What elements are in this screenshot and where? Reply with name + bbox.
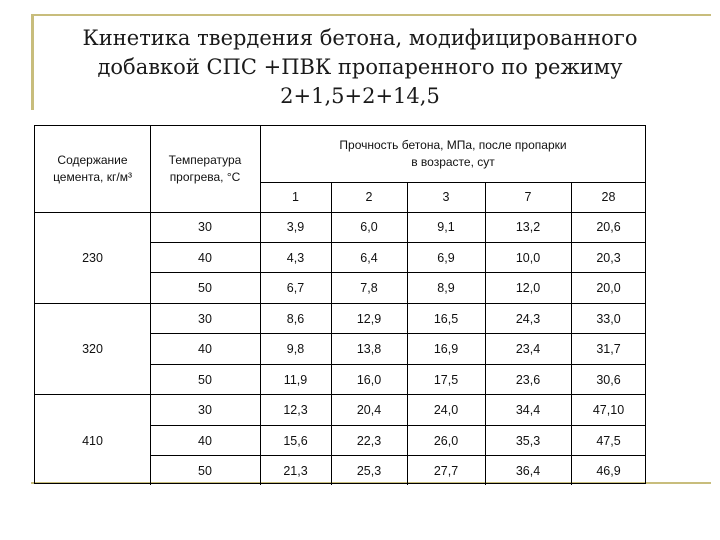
strength-value: 20,3 <box>596 250 621 265</box>
temperature-value: 50 <box>198 281 212 296</box>
age-header-2: 2 <box>365 190 373 204</box>
strength-value: 13,2 <box>515 220 541 235</box>
column-divider <box>407 182 408 485</box>
age-header-5: 28 <box>601 190 616 204</box>
cement-value: 320 <box>82 342 103 357</box>
strength-value: 34,4 <box>515 403 541 418</box>
temperature-value: 30 <box>198 403 212 418</box>
strength-value: 20,6 <box>596 220 621 235</box>
temperature-value: 40 <box>198 433 212 448</box>
temperature-header-line-1: Температура <box>168 153 242 167</box>
cement-header-line-2: цемента, кг/м³ <box>53 170 132 184</box>
strength-value: 13,8 <box>356 342 382 357</box>
cement-header <box>35 126 150 212</box>
strength-value: 23,4 <box>515 342 541 357</box>
temperature-header <box>150 126 260 212</box>
column-divider <box>150 126 151 485</box>
strength-value: 20,0 <box>596 281 621 296</box>
age-header-4: 7 <box>524 190 532 204</box>
strength-value: 22,3 <box>356 433 382 448</box>
temperature-value: 40 <box>198 250 212 265</box>
strength-value: 25,3 <box>356 464 382 479</box>
column-divider <box>260 126 261 485</box>
strength-value: 6,7 <box>286 281 305 296</box>
strength-value: 11,9 <box>283 372 308 387</box>
title-line-2: добавкой СПС +ПВК пропаренного по режиму <box>97 55 623 79</box>
strength-value: 26,0 <box>433 433 459 448</box>
cement-value: 230 <box>82 250 103 265</box>
title-line-3: 2+1,5+2+14,5 <box>280 84 440 108</box>
strength-value: 12,0 <box>515 281 541 296</box>
strength-value: 30,6 <box>596 372 621 387</box>
temperature-value: 30 <box>198 311 212 326</box>
strength-value: 6,4 <box>360 250 378 265</box>
header-divider <box>260 182 646 183</box>
column-divider <box>331 182 332 485</box>
cement-header-line-1: Содержание <box>57 153 128 167</box>
strength-table <box>34 125 646 484</box>
title-line-1: Кинетика твердения бетона, модифицированного <box>82 26 638 50</box>
strength-value: 17,5 <box>433 372 459 387</box>
temperature-header-line-2: прогрева, °С <box>169 170 241 184</box>
strength-value: 47,10 <box>592 403 625 418</box>
strength-value: 33,0 <box>596 311 621 326</box>
strength-value: 47,5 <box>596 433 621 448</box>
strength-value: 23,6 <box>515 372 541 387</box>
temperature-value: 50 <box>198 464 212 479</box>
strength-value: 24,0 <box>433 403 459 418</box>
strength-value: 12,3 <box>283 403 308 418</box>
decor-left-line <box>31 14 34 110</box>
strength-value: 24,3 <box>515 311 541 326</box>
temperature-value: 30 <box>198 220 212 235</box>
strength-value: 10,0 <box>515 250 541 265</box>
column-divider <box>571 182 572 485</box>
strength-value: 6,0 <box>360 220 378 235</box>
strength-value: 4,3 <box>286 250 305 265</box>
strength-value: 16,0 <box>356 372 382 387</box>
strength-value: 3,9 <box>286 220 305 235</box>
strength-value: 27,7 <box>433 464 459 479</box>
strength-value: 16,5 <box>433 311 459 326</box>
temperature-value: 50 <box>198 372 212 387</box>
slide-title <box>40 24 680 111</box>
strength-value: 8,9 <box>437 281 455 296</box>
strength-value: 46,9 <box>596 464 621 479</box>
strength-value: 8,6 <box>286 311 305 326</box>
age-header-3: 3 <box>442 190 450 204</box>
strength-value: 12,9 <box>356 311 382 326</box>
strength-value: 36,4 <box>515 464 541 479</box>
strength-value: 20,4 <box>356 403 382 418</box>
decor-top-line <box>31 14 711 16</box>
strength-value: 6,9 <box>437 250 455 265</box>
temperature-value: 40 <box>198 342 212 357</box>
strength-value: 16,9 <box>433 342 459 357</box>
strength-header-line-1: Прочность бетона, МПа, после пропарки <box>339 138 567 152</box>
strength-value: 21,3 <box>283 464 308 479</box>
header-bottom-divider <box>35 212 646 213</box>
age-header-1: 1 <box>292 190 299 204</box>
cement-value: 410 <box>82 433 103 448</box>
strength-header-line-2: в возрасте, сут <box>411 155 495 169</box>
strength-value: 31,7 <box>596 342 621 357</box>
strength-value: 9,1 <box>437 220 455 235</box>
column-divider <box>485 182 486 485</box>
strength-value: 35,3 <box>515 433 541 448</box>
strength-header <box>260 126 646 182</box>
strength-value: 15,6 <box>283 433 308 448</box>
strength-value: 9,8 <box>286 342 305 357</box>
strength-value: 7,8 <box>360 281 378 296</box>
